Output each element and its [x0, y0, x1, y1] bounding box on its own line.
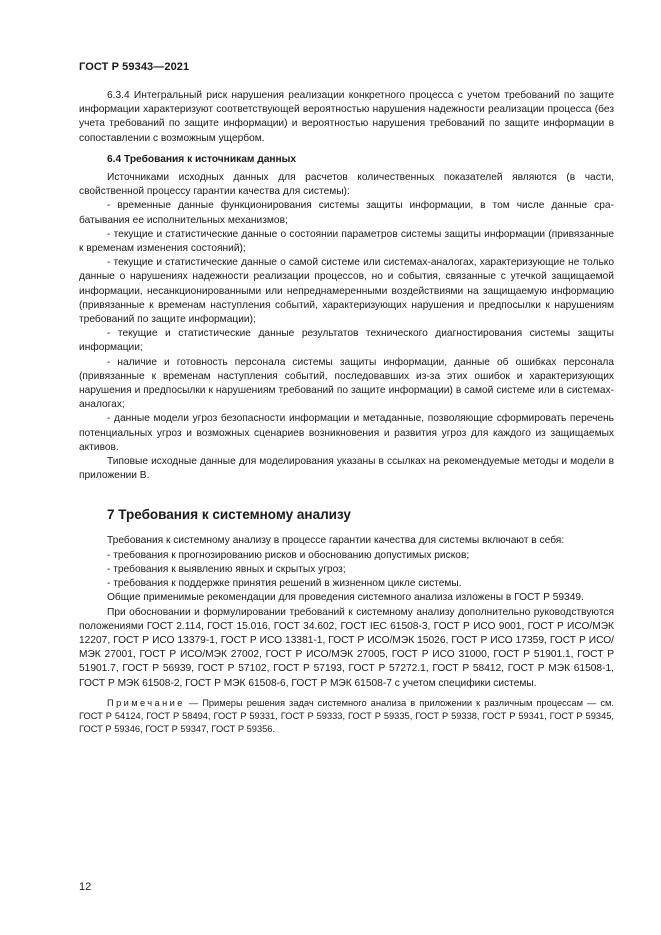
note-label: Примечание	[107, 697, 185, 708]
list-item: - текущие и статистические данные результатов технического диагностирования системы защиты информации;	[79, 328, 614, 354]
paragraph-6-4-intro: Источниками исходных данных для расчетов количественных показателей являются (в части, свойственной процессу гарантии качества для системы):	[79, 172, 614, 198]
subsection-heading-6-4: 6.4 Требования к источникам данных	[107, 153, 297, 165]
note-text: — Примеры решения задач системного анализа в приложении к различным процессам — см. ГОСТ Р 54124, ГОСТ Р 58494, ГОСТ Р 59331, ГОСТ Р 59333, ГОСТ Р 59335, ГОСТ Р 59338, ГОСТ Р 59341, ГОСТ Р 59345, ГОСТ Р 59346, ГОСТ Р 59347, ГОСТ Р 59356.	[79, 697, 614, 734]
list-item: - временные данные функционирования системы защиты информации, в том числе данные срабатывания ее исполнительных механизмов;	[79, 200, 614, 226]
paragraph-6-3-4: 6.3.4 Интегральный риск нарушения реализации конкретного процесса с учетом требований по защите информации характеризуют соответствующей вероятностью нарушения надежности реализации процесса (без учета требований по защите информации) и вероятностью нарушения требований по защите информации в сопоставлении с возможным ущербом.	[79, 90, 614, 144]
list-item: - текущие и статистические данные о самой системе или системах-аналогах, характеризующие не только данные о нарушениях надежности реализации процессов, но и события, связанные с утечкой защищаемой информации, несанкционированными или непреднамеренными воздействиями на защищаемую информацию (привязанные к временам наступления событий, характеризующих нарушения и предпосылки к нарушениям требований по защите информации);	[79, 257, 614, 326]
page-content	[79, 89, 614, 745]
list-item: - требования к поддержке принятия решений в жизненном цикле системы.	[107, 578, 462, 590]
doc-code-header: ГОСТ Р 59343—2021	[79, 61, 190, 73]
page-number: 12	[79, 881, 92, 893]
list-item: - требования к прогнозированию рисков и обоснованию допустимых рисков;	[107, 549, 470, 561]
list-item: - наличие и готовность персонала системы защиты информации, данные об ошибках персонала (привязанные к временам наступления событий, последовавших из-за этих ошибок и характеризующих нарушения и предпосылки к нарушениям требований по защите информации) в самой системе или в системах-аналогах;	[79, 356, 614, 411]
list-item: - данные модели угроз безопасности информации и метаданные, позволяющие сформировать перечень потенциальных угроз и возможных сценариев возникновения и развития угроз для каждого из защищаемых активов.	[79, 413, 614, 453]
paragraph-7-general: Общие применимые рекомендации для проведения системного анализа изложены в ГОСТ Р 59349.	[107, 592, 584, 604]
list-item: - текущие и статистические данные о состоянии параметров системы защиты информации (привязанные к временам изменения состояний);	[79, 228, 614, 255]
paragraph-7-references: При обосновании и формулировании требований к системному анализу дополнительно руководствуются положениями ГОСТ 2.114, ГОСТ 15.016, ГОСТ 34.602, ГОСТ IEC 61508-3, ГОСТ Р ИСО 9001, ГОСТ Р ИСО/МЭК 12207, ГОСТ Р ИСО 13379-1, ГОСТ Р ИСО 13381-1, ГОСТ Р ИСО/МЭК 15026, ГОСТ Р ИСО 17359, ГОСТ Р ИСО/МЭК 27001, ГОСТ Р ИСО/МЭК 27002, ГОСТ Р ИСО/МЭК 27005, ГОСТ Р ИСО 31000, ГОСТ Р 51901.1, ГОСТ Р 51901.7, ГОСТ Р 56939, ГОСТ Р 57102, ГОСТ Р 57193, ГОСТ Р 57272.1, ГОСТ Р 58412, ГОСТ Р МЭК 61508-1, ГОСТ Р МЭК 61508-2, ГОСТ Р МЭК 61508-6, ГОСТ Р МЭК 61508-7 с учетом специфики системы.	[79, 606, 614, 689]
note	[79, 697, 614, 736]
section-heading-7: 7 Требования к системному анализу	[107, 507, 351, 523]
paragraph-7-intro: Требования к системному анализу в процессе гарантии качества для системы включают в себя:	[107, 535, 565, 547]
list-item: - требования к выявлению явных и скрытых угроз;	[107, 563, 346, 575]
paragraph-6-4-typical: Типовые исходные данные для моделирования указаны в ссылках на рекомендуемые методы и модели в приложении В.	[79, 456, 614, 482]
